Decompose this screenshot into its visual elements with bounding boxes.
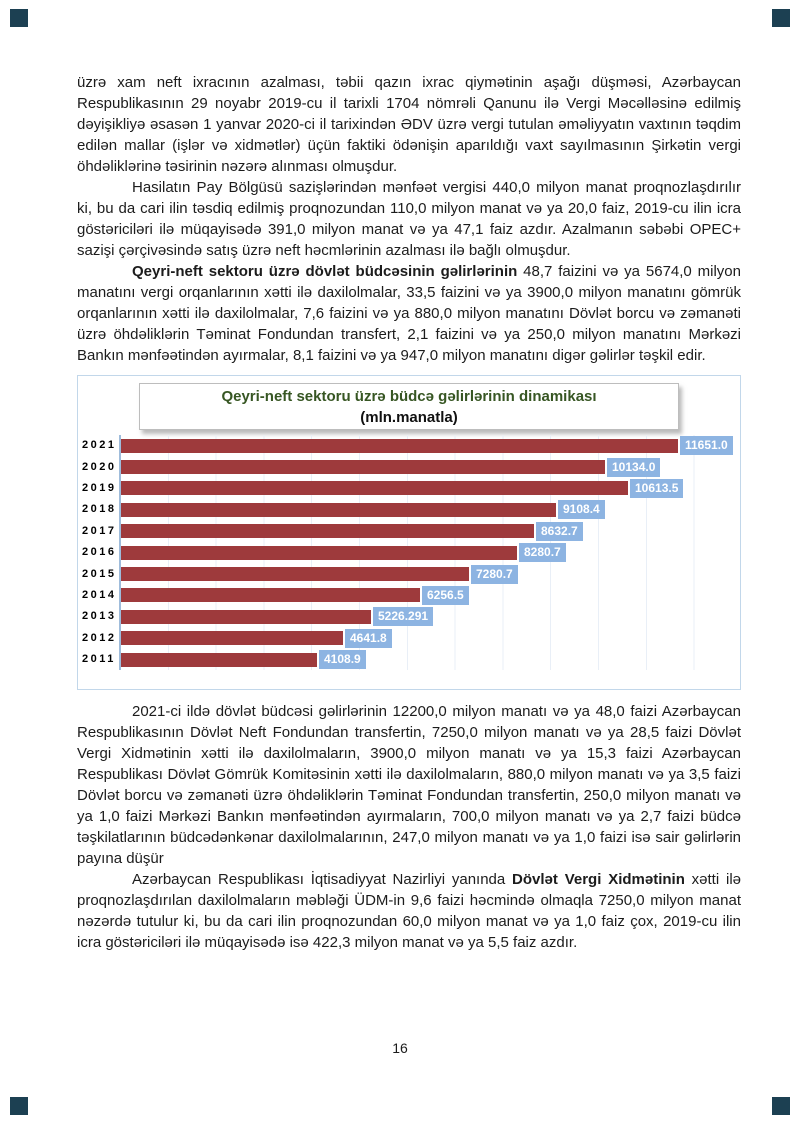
- bar-area: [119, 478, 740, 499]
- paragraph-tax-pre: Azərbaycan Respublikası İqtisadiyyat Nazirliyi yanında: [132, 871, 513, 888]
- paragraph-non-oil-bold-lead: Qeyri-neft sektoru üzrə dövlət büdcəsinin gəlirlərinin: [132, 263, 518, 280]
- bar-area: [119, 585, 740, 606]
- paragraph-tax-bold: Dövlət Vergi Xidmətinin: [512, 871, 685, 888]
- bar-value-label: 7280.7: [471, 565, 518, 584]
- bar-area: [119, 499, 740, 520]
- chart-title: Qeyri-neft sektoru üzrə büdcə gəlirlərinin dinamikası: [221, 388, 597, 405]
- bar-2016: [121, 546, 517, 560]
- chart-title-box: [139, 383, 679, 430]
- bar-area: [119, 456, 740, 477]
- bar-2021: [121, 439, 678, 453]
- chart-row-2017: [78, 521, 740, 542]
- bar-value-label: 8632.7: [536, 522, 583, 541]
- bar-area: [119, 606, 740, 627]
- year-axis-label: 2012: [82, 631, 117, 644]
- bar-value-label: 10613.5: [630, 479, 683, 498]
- year-axis-label: 2019: [82, 481, 117, 494]
- year-axis-label: 2014: [82, 588, 117, 601]
- chart-row-2019: [78, 478, 740, 499]
- chart-row-2021: [78, 435, 740, 456]
- year-axis-label: 2018: [82, 503, 117, 516]
- bar-2011: [121, 653, 317, 667]
- year-axis-label: 2017: [82, 524, 117, 537]
- bar-2015: [121, 567, 469, 581]
- bar-value-label: 4108.9: [319, 650, 366, 669]
- chart-row-2016: [78, 542, 740, 563]
- bar-value-label: 5226.291: [373, 607, 433, 626]
- bar-area: [119, 542, 740, 563]
- paragraph-2021-budget-revenues: 2021-ci ildə dövlət büdcəsi gəlirlərinin 12200,0 milyon manatı və ya 48,0 faizi Azərbaycan Respublikasının Dövlət Neft Fondundan transfertin, 7250,0 milyon manatı və ya 28,5 faizi Dövlət Vergi Xidmətinin xətti ilə daxilolmaların, 3900,0 milyon manatı və ya 15,3 faizi Azərbaycan Respublikası Dövlət Gömrük Komitəsinin xətti ilə daxilolmaların, 880,0 milyon manatı və ya 3,5 faizi Dövlət borcu və zəmanəti üzrə öhdəliklərin Təminat Fondundan transfertin, 250,0 milyon manatı və ya 1,0 faizi Mərkəzi Bankın mənfəətindən ayırmaların, 700,0 milyon manatı və ya 2,7 faizi büdcə təşkilatlarının büdcədənkənar daxilolmalarının, 247,0 milyon manatı və ya 1,0 faizi isə sair gəlirlərin payına düşür: [77, 703, 741, 867]
- bar-2019: [121, 481, 628, 495]
- chart-subtitle: (mln.manatla): [360, 409, 458, 426]
- bar-area: [119, 563, 740, 584]
- paragraph-state-tax-service: [77, 869, 741, 953]
- corner-registration-mark: [10, 1097, 28, 1115]
- paragraph-non-oil-rest: 48,7 faizini və ya 5674,0 milyon manatını vergi orqanlarının xətti ilə daxilolmalar, 33,5 faizini və ya 3900,0 milyon manatını gömrük orqanlarının xətti ilə daxilolmalar, 7,6 faizini və ya 880,0 milyon manatını Dövlət borcu və zəmanəti üzrə öhdəliklərin Təminat Fondundan transfert, 2,1 faizini və ya 250,0 milyon manatını Mərkəzi Bankın mənfəətindən ayırmalar, 8,1 faizini və ya 947,0 milyon manatını digər gəlirlər təşkil edir.: [77, 263, 741, 364]
- bar-area: [119, 628, 740, 649]
- chart-plot: [78, 435, 740, 670]
- bar-area: [119, 649, 740, 670]
- bar-2014: [121, 588, 420, 602]
- bar-value-label: 8280.7: [519, 543, 566, 562]
- bar-2017: [121, 524, 534, 538]
- bar-value-label: 11651.0: [680, 436, 733, 455]
- chart-row-2014: [78, 585, 740, 606]
- bar-area: [119, 435, 740, 456]
- page-body-text: [77, 72, 741, 953]
- chart-row-2011: [78, 649, 740, 670]
- bar-value-label: 6256.5: [422, 586, 469, 605]
- year-axis-label: 2020: [82, 460, 117, 473]
- chart-non-oil-revenue-dynamics: [77, 375, 741, 690]
- bar-area: [119, 521, 740, 542]
- corner-registration-mark: [10, 9, 28, 27]
- year-axis-label: 2016: [82, 546, 117, 559]
- chart-row-2020: [78, 456, 740, 477]
- page-number: 16: [392, 1040, 408, 1056]
- paragraph-oil-export: üzrə xam neft ixracının azalması, təbii qazın ixrac qiymətinin aşağı düşməsi, Azərbaycan Respublikasının 29 noyabr 2019-cu il tarixli 1704 nömrəli Qanunu ilə Vergi Məcəlləsinə edilmiş dəyişikliyə əsasən 1 yanvar 2020-ci il tarixindən ƏDV üzrə vergi tutulan əməliyyatın vaxtının təqdim edilən mallar (işlər və xidmətlər) üçün faktiki ödənişin aparıldığı vaxt sayılmasının Şirkətin vergi öhdəliklərinə təsirinin nəzərə alınması olmuşdur.: [77, 74, 741, 175]
- bar-2013: [121, 610, 371, 624]
- bar-2018: [121, 503, 556, 517]
- corner-registration-mark: [772, 9, 790, 27]
- bar-value-label: 4641.8: [345, 629, 392, 648]
- chart-row-2012: [78, 628, 740, 649]
- chart-row-2013: [78, 606, 740, 627]
- year-axis-label: 2021: [82, 439, 117, 452]
- bar-2020: [121, 460, 605, 474]
- paragraph-tax-post: xətti ilə proqnozlaşdırılan daxilolmaların məbləği ÜDM-in 9,6 faizi həcmində olmaqla 7250,0 milyon manat nəzərdə tutulur ki, bu da cari ilin proqnozundan 60,0 milyon manat və ya 1,0 faiz çox, 2019-cu ilin icra göstəriciləri ilə müqayisədə isə 422,3 milyon manat və ya 5,5 faiz azdır.: [77, 871, 741, 951]
- year-axis-label: 2013: [82, 610, 117, 623]
- bar-value-label: 10134.0: [607, 458, 660, 477]
- paragraph-non-oil-revenues: [77, 261, 741, 366]
- chart-row-2015: [78, 563, 740, 584]
- bar-2012: [121, 631, 343, 645]
- paragraph-psa-profit-tax: Hasilatın Pay Bölgüsü sazişlərindən mənfəət vergisi 440,0 milyon manat proqnozlaşdırılır ki, bu da cari ilin təsdiq edilmiş proqnozundan 110,0 milyon manat və ya 20,0 faiz, 2019-cu ilin icra göstəriciləri ilə müqayisədə 391,0 milyon manat və ya 47,1 faiz azdır. Azalmanın səbəbi OPEC+ sazişi çərçivəsində satış üzrə neft həcmlərinin azalması ilə bağlı olmuşdur.: [77, 179, 741, 259]
- bar-value-label: 9108.4: [558, 500, 605, 519]
- chart-row-2018: [78, 499, 740, 520]
- year-axis-label: 2011: [82, 653, 116, 666]
- corner-registration-mark: [772, 1097, 790, 1115]
- year-axis-label: 2015: [82, 567, 117, 580]
